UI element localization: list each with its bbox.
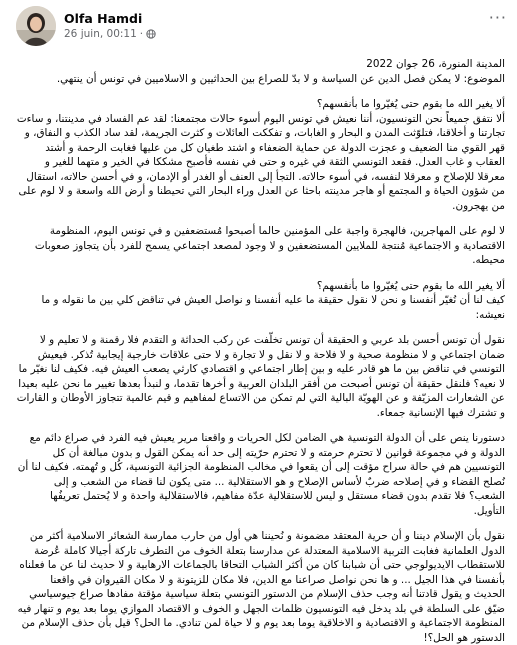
separator-dot: ·: [139, 28, 144, 40]
post-paragraph-date: المدينة المنورة، 26 جوان 2022: [366, 58, 505, 70]
post-header: [16, 6, 505, 46]
post-paragraph: ألا يغير الله ما بقوم حتى يُغيّروا ما بأنفسهم؟: [316, 98, 505, 110]
post-paragraph: نقول أن تونس أحسن بلد عربي و الحقيقة أن تونس تخلّفت عن ركب الحداثة و التقدم فلا رقمنة و لا تعليم و لا ضمان اجتماعي و لا منظومة صحية و لا فلاحة و لا نقل و لا تجارة و لا حتى علاقات خارجية إيجابية تُذكر. فيعيش التونسي في تناقض بين ما هو قادر عليه و بين إطار اجتماعي و اقتصادي كارثي يصعب العيش فيه. فكيف لنا نغيّر ما لا نعيه؟ فلنقل حقيقة أن تونس أصبحت من أفقر البلدان العربية و أخرها تقدما، و لنبدأ بعدها تغيير ما نحن عليه بعيدا عن الشعارات المزيّفة و عن الهويّة البالية التي لم تمكن من الاتساع لمفاهيم و قيم عالمية تتجاوز الأوطان و القارات و تشترك فيها الإنسانية جمعاء.: [16, 334, 505, 419]
globe-icon: [146, 29, 156, 39]
post-paragraph-subject: الموضوع: لا يمكن فصل الدين عن السياسة و لا بدّ للصراع بين الحداثيين و الاسلاميين في تونس أن ينتهي.: [56, 72, 505, 85]
post-paragraph: ألا نتفق جميعاً نحن التونسيون، أننا نعيش في تونس اليوم أسوء حالات مجتمعنا: لقد عم الفساد في مدينتنا، و ساءت تجارتنا و أخلاقنا، فتلوّثت المدن و البحار و الغابات، و تفككت العائلات و كثرت الجريمة، لقد ساد الكذب و النفاق، و قهر القوي منا الضعيف و عجزت الدولة عن حماية الضعفاء و اشتد طغيان كل من عليها فغابت الرحمة و أشتد العقاب و غاب العدل. فقعد التونسي الثقة في غيره و حتى في نفسه فأصبح مشككا في الخير و متهما للغير و معرقلا للإصلاح و معرقلا لنفسه، في أسوء حالاته. التجأ إلى العنف أو الغدر أو الإدمان، و في أحسن حالاته، استقال من شؤون الحياة و المجتمع أو هاجر مدينته باحثا عن العدل وراء البحار التي تحيطنا و أرض الله واسعة و لا لوم على من يهجرون.: [16, 112, 505, 212]
post-subline: [64, 27, 156, 41]
profile-photo[interactable]: [16, 6, 56, 46]
more-options-icon[interactable]: ···: [488, 8, 507, 27]
post-paragraph: نقول بأن الإسلام ديننا و أن حرية المعتقد مضمونة و نُحيننا هي أول من حارب ممارسة الشعائر الاسلامية أكثر من الدول العلمانية فغابت التربية الاسلامية المعتدلة عن مدارسنا بتعلة الخوف من التطرف تاركة أجيالا كاملة عُرضة للاستقطاب الايديولوجي حتى أن شبابنا كان من أكثر الشباب التحاقا بالجماعات الارهابية و لا حديث لنا عن ما فعلناه بأنفسنا في هذا الجيل ... و ها نحن نواصل صراعنا مع الدين، فلا مكان للزيتونة و لا مكان القيروان في واقعنا الحديث و يقول قادتنا أنه وجب حذف الإسلام من الدستور التونسي بتعلة سياسية مؤقتة مفادها صراع جيوسياسي ضيّق على السلطة في بلد يدخل فيه التونسيون ظلمات الجهل و الخوف و الاقتصاد الموازي يوما بعد يوم و تنهار فيه المنظومة الاجتماعية و الاقتصادية و الاخلاقية يوما بعد يوم و لا حياة لمن تنادي. ما الحل؟ قيل بأن حذف الإسلام من الدستور هو الحل؟!: [17, 530, 505, 644]
post-paragraph: ألا يغير الله ما بقوم حتى يُغيّروا ما بأنفسهم؟: [316, 279, 505, 292]
author-name[interactable]: Olfa Hamdi: [64, 11, 143, 26]
post-timestamp[interactable]: 26 juin, 00:11: [64, 28, 137, 40]
post-body: [16, 57, 505, 645]
post-meta: [64, 11, 156, 41]
post-paragraph: كيف لنا أن نُغيّر أنفسنا و نحن لا نقول حقيقة ما عليه أنفسنا و نواصل العيش في تناقض كلي بين ما نقوله و ما نعيشه:: [41, 294, 505, 321]
post-paragraph: لا لوم على المهاجرين، فالهجرة واجبة على المؤمنين حالما أصبحوا مُستضعفين و في تونس اليوم، المنظومة الاقتصادية و الاجتماعية مُنتجة للملايين المستضعفين و لا وجود لمصعد اجتماعي يسمح للفرد بأن يتجاوز صعوبات محيطه.: [34, 225, 505, 266]
post-paragraph: دستورنا ينص على أن الدولة التونسية هي الضامن لكل الحريات و واقعنا مرير يعيش فيه الفرد في صراع دائم مع الدولة و في مجموعة قوانين لا تحترم حرمته و لا تحترم حرّيته إلى حد أنه يمكن القول و بدون مبالغة أن كل التونسيين هم في حالة سراح مؤقت إلى أن يقعوا في مخالب المنظومة الجزائية التونسية، كُل و تُهمته. فكيف لنا أن نُصلح القضاء و في إصلاحه ضربٌ لأساس الإصلاح و هو الاستقلالية ... متى يكون لنا قضاء من الشعب و إلى الشعب؟ فلا تقدم بدون قضاء مستقل و ليس للاستقلالية عدّة مفاهيم، فالاستقلالية واحدة و لا يُحتمل تعريفُها التأويل.: [17, 432, 505, 517]
